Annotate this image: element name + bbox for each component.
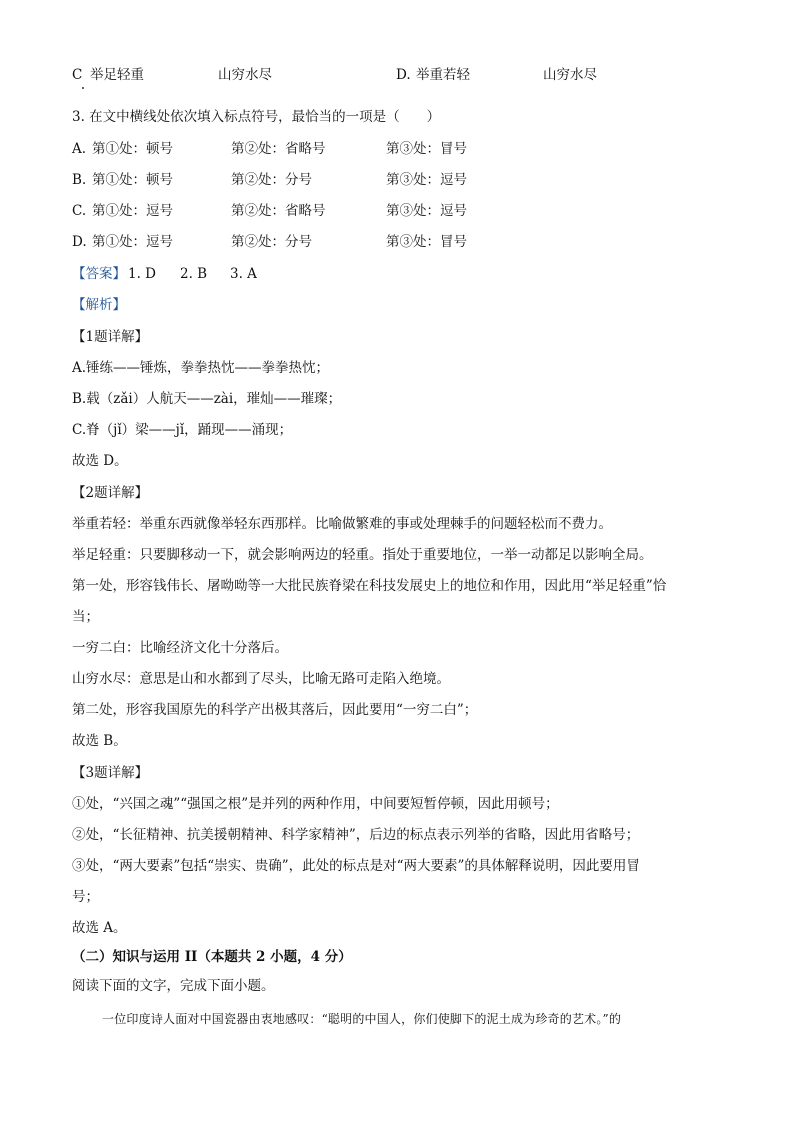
answer-label: 【答案】 (72, 266, 126, 282)
option-dot-mark (82, 87, 84, 89)
q2-detail-line: 故选 B。 (72, 733, 127, 749)
q3-option-part1: 第①处：顿号 (92, 172, 173, 188)
q2-detail-line: 一穷二白：比喻经济文化十分落后。 (72, 640, 288, 656)
q3-option-letter: A. (72, 141, 87, 157)
q3-option-part1: 第①处：逗号 (92, 234, 173, 250)
answer-3: 3. A (230, 266, 257, 282)
q2-detail-line: 第二处，形容我国原先的科学产出极其落后，因此要用“一穷二白”； (72, 702, 478, 718)
q3-detail-line: ①处，“兴国之魂”“强国之根”是并列的两种作用，中间要短暂停顿，因此用顿号； (72, 796, 559, 812)
q2-option-d-letter: D. (396, 67, 411, 83)
q3-option-letter: B. (72, 172, 87, 188)
q3-option-part1: 第①处：逗号 (92, 203, 173, 219)
q2-detail-header: 【2题详解】 (72, 485, 149, 501)
q1-detail-line: B.载（zǎi）人航天——zài，璀灿——璀璨； (72, 391, 342, 407)
q3-option-part2: 第②处：分号 (231, 172, 312, 188)
answer-1: 1. D (128, 266, 156, 282)
q1-detail-line: A.锤练——锤炼，拳拳热忱——拳拳热忱； (72, 360, 330, 376)
q3-detail-line: 故选 A。 (72, 920, 127, 936)
q1-detail-header: 【1题详解】 (72, 329, 149, 345)
section-instruction: 阅读下面的文字，完成下面小题。 (72, 978, 275, 994)
q2-option-c-word1: 举足轻重 (90, 67, 144, 83)
q2-detail-line: 山穷水尽：意思是山和水都到了尽头，比喻无路可走陷入绝境。 (72, 671, 450, 687)
q3-detail-line: ②处，“长征精神、抗美援朝精神、科学家精神”，后边的标点表示列举的省略，因此用省略号； (72, 827, 640, 843)
passage-first-line: 一位印度诗人面对中国瓷器由衷地感叹：“聪明的中国人，你们使脚下的泥土成为珍奇的艺术。”的 (102, 1012, 622, 1026)
answer-2: 2. B (180, 266, 208, 282)
q2-option-c-letter: C (72, 67, 83, 83)
q3-stem: 3. 在文中横线处依次填入标点符号，最恰当的一项是（ ） (72, 109, 441, 125)
q3-option-part2: 第②处：分号 (231, 234, 312, 250)
q1-detail-line: C.脊（jǐ）梁——jǐ，踊现——涌现； (72, 422, 293, 438)
q3-option-part2: 第②处：省略号 (231, 203, 326, 219)
q3-detail-line: 号； (72, 889, 99, 905)
q3-detail-header: 【3题详解】 (72, 765, 149, 781)
q3-option-letter: D. (72, 234, 87, 250)
q3-option-part3: 第③处：逗号 (386, 203, 467, 219)
analysis-label: 【解析】 (72, 297, 126, 313)
q3-option-part1: 第①处：顿号 (92, 141, 173, 157)
q2-option-d-word2: 山穷水尽 (543, 67, 597, 83)
q2-option-c-word2: 山穷水尽 (218, 67, 272, 83)
section-title: （二）知识与运用 II（本题共 2 小题，4 分） (72, 949, 352, 965)
q1-detail-line: 故选 D。 (72, 453, 128, 469)
q3-option-part2: 第②处：省略号 (231, 141, 326, 157)
q2-option-d-word1: 举重若轻 (416, 67, 470, 83)
q3-detail-line: ③处，“两大要素”包括“崇实、贵确”，此处的标点是对“两大要素”的具体解释说明，因此要用冒 (72, 858, 640, 874)
q3-option-part3: 第③处：冒号 (386, 234, 467, 250)
q3-option-part3: 第③处：逗号 (386, 172, 467, 188)
q3-option-letter: C. (72, 203, 87, 219)
q2-detail-line: 第一处，形容钱伟长、屠呦呦等一大批民族脊梁在科技发展史上的地位和作用，因此用“举足轻重”恰 (72, 578, 667, 594)
q2-detail-line: 当； (72, 609, 99, 625)
q3-option-part3: 第③处：冒号 (386, 141, 467, 157)
q2-detail-line: 举足轻重：只要脚移动一下，就会影响两边的轻重。指处于重要地位，一举一动都足以影响全局。 (72, 547, 653, 563)
q2-detail-line: 举重若轻：举重东西就像举轻东西那样。比喻做繁难的事或处理棘手的问题轻松而不费力。 (72, 516, 612, 532)
